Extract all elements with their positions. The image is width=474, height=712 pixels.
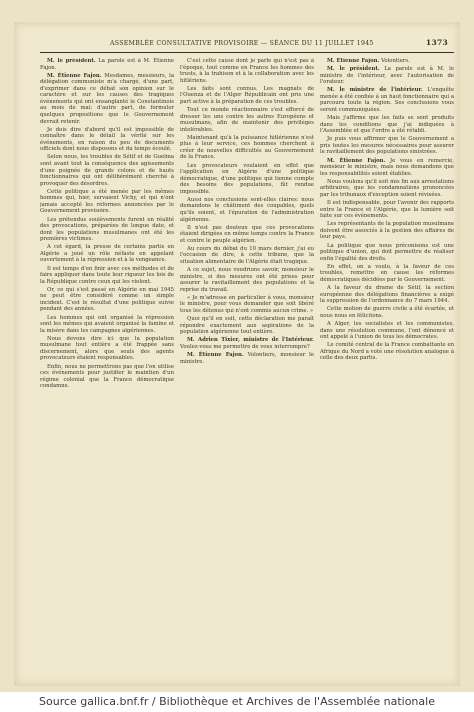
- paragraph: [180, 295, 314, 315]
- paragraph-text: Les hommes qui ont organisé la répression sont les mêmes qui avaient organisé la famine et la misère dans les campagnes algériennes.: [40, 314, 174, 334]
- header-rule: [40, 52, 454, 53]
- paragraph-text: La politique que nous préconisons est une politique d'union, qui doit permettre de réaliser enfin l'égalité des droits.: [320, 242, 454, 262]
- paragraph-text: Il n'est pas douteux que ces provocations étaient dirigées en même temps contre la France et contre le peuple algérien.: [180, 224, 314, 244]
- speaker-name: M. Étienne Fajon.: [187, 352, 244, 359]
- paragraph-text: Mais j'affirme que les faits se sont produits dans les conditions que j'ai indiquées à l'Assemblée et que l'ordre a été rétabli.: [320, 115, 454, 135]
- paragraph: [40, 244, 174, 264]
- paragraph-text: A la faveur du drame de Sétif, la section européenne des délégations financières a exigé la suppression de l'ordonnance du 7 mars 1944.: [320, 285, 454, 305]
- page-number: 1373: [425, 38, 448, 47]
- speaker-name: M. le ministre de l'intérieur.: [327, 87, 423, 94]
- paragraph: [40, 189, 174, 215]
- paragraph-text: Aussi nos conclusions sont-elles claires: nous demandons le châtiment des coupables, quels qu'ils soient, et l'épuration de l'administration algérienne.: [180, 196, 314, 223]
- paragraph-text: Je puis vous affirmer que le Gouvernement a pris toutes les mesures nécessaires pour assurer le ravitaillement des populations sinistrées.: [320, 136, 454, 156]
- paragraph: [40, 154, 174, 187]
- paragraph: [40, 73, 174, 125]
- paragraph: [180, 86, 314, 106]
- speaker-name: M. Étienne Fajon.: [47, 72, 102, 79]
- text-column-3: [320, 58, 454, 678]
- paragraph-text: Maintenant qu'à la puissance hitlérienne n'est plus à leur service, ces hommes cherchent à créer de nouvelles difficultés au Gouvernement de la France.: [180, 134, 314, 161]
- paragraph: [320, 58, 454, 65]
- paragraph: [180, 225, 314, 245]
- paragraph: [180, 352, 314, 365]
- paragraph-text: L'enquête menée a été confiée à un haut fonctionnaire qui a parcouru toute la région. Ses conclusions vous seront communiquées.: [320, 87, 454, 114]
- paragraph-text: Volontiers.: [381, 58, 410, 64]
- paragraph: [320, 285, 454, 305]
- paragraph: [320, 115, 454, 135]
- paragraph: [320, 200, 454, 220]
- paragraph-text: La parole est à M. Étienne Fajon.: [40, 58, 174, 71]
- paragraph: [40, 127, 174, 153]
- paragraph: [40, 217, 174, 243]
- paragraph: [40, 266, 174, 286]
- paragraph-text: Je dois dire d'abord qu'il est impossible de connaître dans le détail la vérité sur les événements, en raison du peu de documents officiels dont nous disposons et du temps écoulé.: [40, 126, 174, 153]
- paragraph: [320, 87, 454, 113]
- paragraph-text: En effet, on a voulu, à la faveur de ces troubles, remettre en cause les réformes démocratiques décidées par le Gouvernement.: [320, 263, 454, 283]
- paragraph-text: Les prétendus soulèvements furent en réalité des provocations, préparées de longue date, et dont les populations musulmanes ont été les premières victimes.: [40, 216, 174, 243]
- speaker-name: M. Étienne Fajon.: [327, 157, 386, 164]
- paragraph: [180, 337, 314, 350]
- paragraph: [320, 306, 454, 319]
- paragraph-text: Je vous en remercie, monsieur le ministre, mais nous demandons que les responsabilités soient établies.: [320, 157, 454, 177]
- paragraph-text: A ce sujet, nous voudrions savoir, monsieur le ministre, si des mesures ont été prises pour assurer le ravitaillement des populations et la reprise du travail.: [180, 267, 314, 293]
- paragraph-text: Les provocateurs voulaient en effet que l'application en Algérie d'une politique démocratique, d'une politique qui tienne compte des besoins des populations, fût rendue impossible.: [180, 162, 314, 195]
- paragraph-text: Cette politique a été menée par les mêmes hommes qui, hier, servaient Vichy, et qui n'ont jamais accepté les réformes annoncées par le Gouvernement provisoire.: [40, 188, 174, 215]
- paragraph: [180, 135, 314, 161]
- paragraph-text: Quoi qu'il en soit, cette déclaration me paraît répondre exactement aux aspirations de la population algérienne tout entière.: [180, 316, 314, 336]
- speaker-name: M. Étienne Fajon.: [327, 58, 380, 64]
- paragraph: [40, 315, 174, 335]
- paragraph: [180, 246, 314, 266]
- speaker-name: M. Adrien Tixier, ministre de l'Intérieur.: [187, 337, 314, 344]
- paragraph-text: Selon nous, les troubles de Sétif et de Guelma sont avant tout la conséquence des agissements d'une poignée de grands colons et de hauts fonctionnaires qui ont délibérément cherché à provoquer des désordres.: [40, 154, 174, 187]
- paragraph-text: Les représentants de la population musulmane doivent être associés à la gestion des affaires de leur pays.: [320, 221, 454, 241]
- paragraph-text: Voulez-vous me permettre de vous interrompre?: [180, 343, 310, 350]
- source-credit: Source gallica.bnf.fr / Bibliothèque et Archives de l'Assemblée nationale: [0, 692, 474, 712]
- paragraph-text: Il est temps d'en finir avec ces méthodes et de faire appliquer dans toute leur rigueur les lois de la République contre ceux qui les violent.: [40, 265, 174, 285]
- paragraph: [180, 316, 314, 336]
- text-column-1: [40, 58, 174, 678]
- paragraph: [320, 66, 454, 86]
- paragraph-text: C'est cette cause dont je parle qui n'est pas à l'époque, tout comme en France les hommes des trusts, à la trahison et à la collaboration avec les hitlériens.: [180, 58, 314, 84]
- paragraph-text: Mesdames, messieurs, la délégation communiste m'a chargé, d'une part, d'exprimer dans ce débat son opinion sur le caractère et sur les causes des tragiques événements qui ont ensanglanté le Constantinois au mois de mai; d'autre part, de formuler quelques propositions que le Gouvernement devrait retenir.: [40, 72, 174, 125]
- paragraph: [40, 336, 174, 362]
- text-column-2: [180, 58, 314, 678]
- paragraph-text: Or, ce qui s'est passé en Algérie en mai 1945 ne peut être considéré comme un simple incident. C'est le résultat d'une politique suivie pendant des années.: [40, 286, 174, 313]
- paragraph: [180, 163, 314, 196]
- paragraph: [320, 264, 454, 284]
- paragraph: [320, 179, 454, 199]
- paragraph-text: A Alger, les socialistes et les communistes, dans une résolution commune, l'ont dénoncé et ont appelé à l'union de tous les démocrates.: [320, 320, 454, 341]
- paragraph-text: Nous devons dire ici que la population musulmane tout entière a été frappée sans discernement, alors que seuls des agents provocateurs étaient responsables.: [40, 335, 174, 362]
- paragraph-text: A cet égard, la presse de certains partis en Algérie a joué un rôle néfaste en appelant ouvertement à la répression et à la vengeance.: [40, 244, 174, 264]
- paragraph-text: Volontiers, monsieur le ministre.: [180, 352, 314, 365]
- paragraph: [40, 58, 174, 71]
- paragraph-text: Au cours du débat du 10 mars dernier, j'ai eu l'occasion de dire, à cette tribune, que la situation alimentaire de l'Algérie était tragique.: [180, 245, 314, 266]
- paragraph: [320, 158, 454, 178]
- paragraph-text: Les faits sont connus. Les magnats de l'Ouenza et de l'Alger Républicain ont pris une part active à la préparation de ces troubles.: [180, 85, 314, 105]
- paragraph-text: Le comité central de la France combattante en Afrique du Nord a voté une résolution analogue à celle des deux partis.: [320, 342, 454, 362]
- speaker-name: M. le président.: [47, 58, 96, 64]
- paragraph: [320, 321, 454, 341]
- paragraph-text: Cette motion de guerre civile a été écartée, et nous nous en félicitons.: [320, 306, 454, 319]
- paragraph-text: Nous voulons qu'il soit mis fin aux arrestations arbitraires, que les condamnations prononcées par les tribunaux d'exception soient révisées.: [320, 178, 454, 198]
- speaker-name: M. le président.: [327, 66, 380, 73]
- paragraph-text: « Je m'adresse en particulier à vous, monsieur le ministre, pour vous demander que soit libéré tous les détenus qui n'ont commis aucun crime. »: [180, 294, 314, 315]
- paragraph: [320, 243, 454, 263]
- paragraph: [320, 136, 454, 156]
- running-head: [40, 38, 454, 50]
- running-head-title: ASSEMBLÉE CONSULTATIVE PROVISOIRE — SÉANCE DU 11 JUILLET 1945: [110, 40, 374, 47]
- paragraph: [180, 58, 314, 84]
- paragraph-text: Il est indispensable, pour l'avenir des rapports entre la France et l'Algérie, que la lumière soit faite sur ces événements.: [320, 200, 454, 220]
- paragraph: [40, 364, 174, 390]
- paragraph: [320, 221, 454, 241]
- paragraph: [180, 197, 314, 223]
- paragraph-text: Tout ce monde réactionnaire s'est efforcé de dresser les uns contre les autres Européens et musulmans, afin de maintenir des privilèges intolérables.: [180, 107, 314, 133]
- paragraph: [320, 342, 454, 362]
- paragraph-text: Enfin, nous ne permettrons pas que l'on utilise ces événements pour justifier le maintien d'un régime colonial que la France démocratique condamne.: [40, 363, 174, 390]
- paragraph-text: La parole est à M. le ministre de l'intérieur, avec l'autorisation de l'orateur.: [320, 66, 454, 86]
- paragraph: [180, 267, 314, 293]
- paragraph: [180, 107, 314, 133]
- paragraph: [40, 287, 174, 313]
